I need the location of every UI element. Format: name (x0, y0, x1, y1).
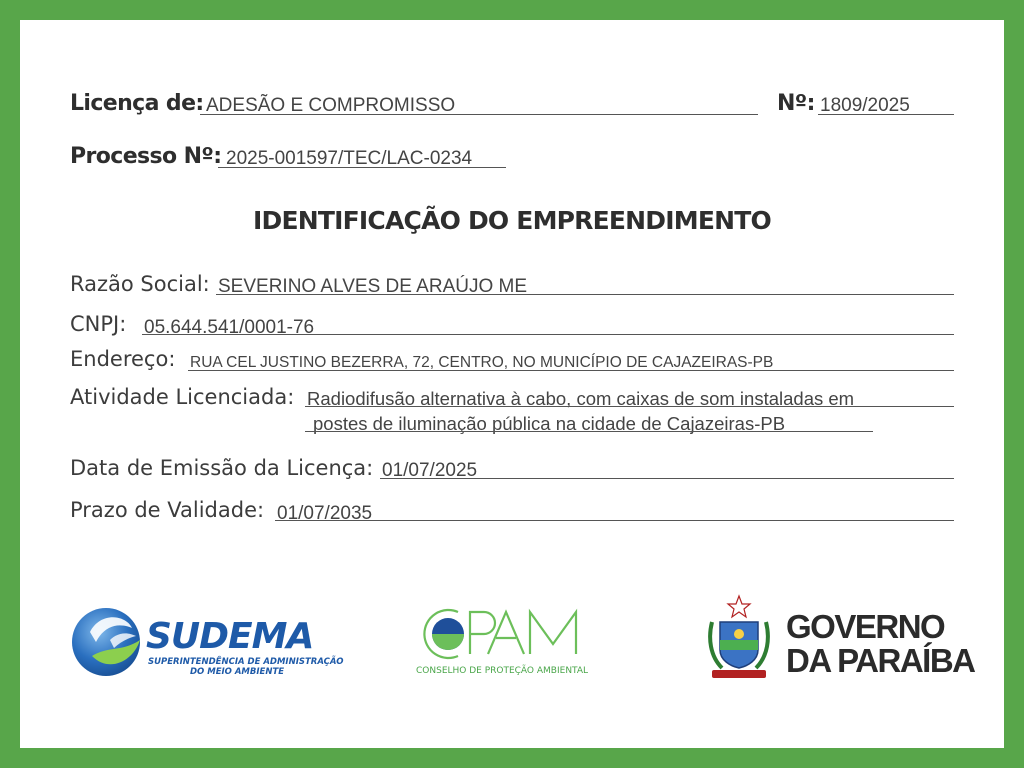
sudema-name: SUDEMA (146, 616, 314, 657)
licenca-value: ADESÃO E COMPROMISSO (206, 95, 456, 116)
razao-label: Razão Social: (70, 272, 210, 296)
atividade-line1: Radiodifusão alternativa à cabo, com caixas de som instaladas em (307, 388, 855, 409)
emissao-label: Data de Emissão da Licença: (70, 456, 374, 480)
licenca-underline (200, 114, 758, 115)
razao-underline (216, 294, 954, 295)
atividade-label: Atividade Licenciada: (70, 385, 295, 409)
emissao-underline (380, 478, 954, 479)
endereco-underline (188, 370, 954, 371)
section-title: IDENTIFICAÇÃO DO EMPREENDIMENTO (253, 206, 771, 235)
atividade-underline-1 (305, 406, 954, 407)
governo-logo (698, 594, 975, 684)
coat-of-arms-icon (698, 594, 780, 684)
processo-label: Processo Nº: (70, 144, 222, 169)
numero-underline (818, 114, 954, 115)
sudema-logo (70, 602, 344, 682)
validade-label: Prazo de Validade: (70, 498, 265, 522)
copam-sub: CONSELHO DE PROTEÇÃO AMBIENTAL (416, 666, 589, 676)
numero-value: 1809/2025 (820, 95, 910, 116)
gov-line1: GOVERNO (786, 608, 945, 645)
cnpj-label: CNPJ: (70, 312, 127, 336)
sudema-globe-icon (70, 602, 150, 682)
sudema-sub2: DO MEIO AMBIENTE (190, 667, 285, 677)
numero-label: Nº: (777, 91, 815, 116)
emissao-value: 01/07/2025 (382, 460, 478, 481)
sudema-sub1: SUPERINTENDÊNCIA DE ADMINISTRAÇÃO (148, 657, 344, 667)
processo-underline (218, 167, 506, 168)
atividade-line2: postes de iluminação pública na cidade de Cajazeiras-PB (313, 413, 786, 434)
copam-wordmark-icon (408, 604, 588, 662)
razao-value: SEVERINO ALVES DE ARAÚJO ME (218, 276, 528, 297)
gov-line2: DA PARAÍBA (786, 642, 975, 679)
processo-value: 2025-001597/TEC/LAC-0234 (226, 148, 473, 169)
endereco-label: Endereço: (70, 347, 176, 371)
atividade-underline-2 (305, 431, 873, 432)
copam-logo (408, 604, 588, 678)
licenca-label: Licença de: (70, 91, 204, 116)
validade-underline (275, 520, 954, 521)
endereco-value: RUA CEL JUSTINO BEZERRA, 72, CENTRO, NO MUNICÍPIO DE CAJAZEIRAS-PB (190, 354, 774, 371)
validade-value: 01/07/2035 (277, 503, 373, 524)
cnpj-value: 05.644.541/0001-76 (144, 317, 315, 338)
cnpj-underline (142, 334, 954, 335)
